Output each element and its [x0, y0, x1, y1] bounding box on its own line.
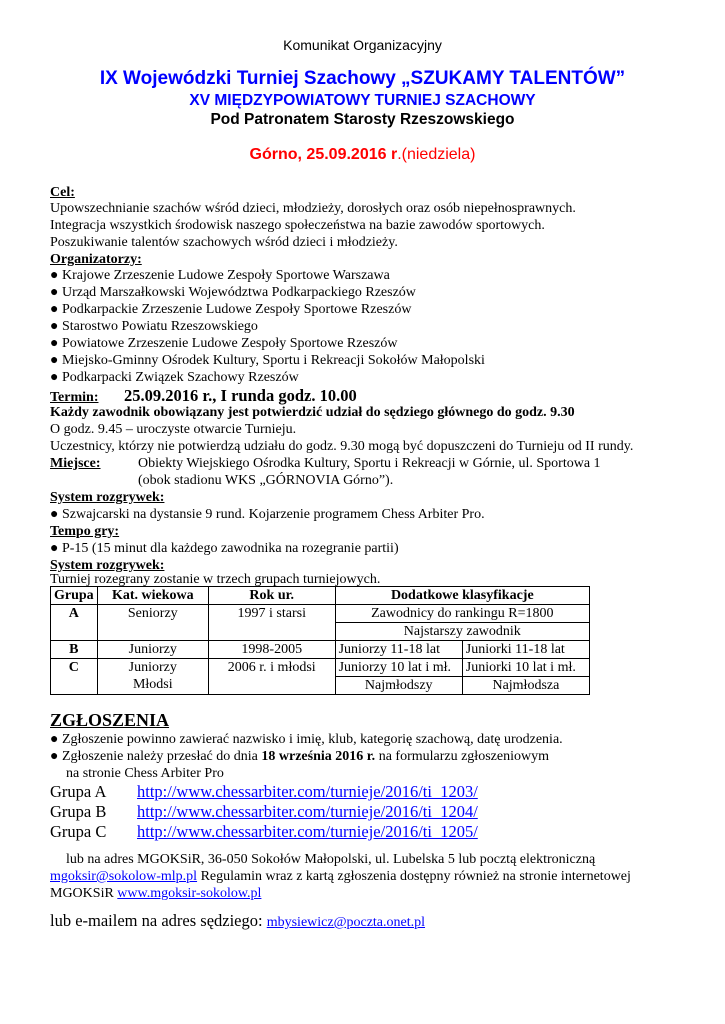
classification-cell: Juniorki 10 lat i mł.: [462, 659, 589, 677]
patronage-line: Pod Patronatem Starosty Rzeszowskiego: [210, 111, 515, 128]
birth-year-cell: 1998-2005: [208, 641, 335, 659]
group-link-row: [50, 782, 478, 802]
classification-cell: Juniorki 11-18 lat: [462, 641, 589, 659]
place-date: [0, 146, 725, 164]
table-header: Grupa: [51, 587, 98, 605]
office-email-link[interactable]: mgoksir@sokolow-mlp.pl: [50, 869, 198, 884]
organizer-item: ● Podkarpackie Zrzeszenie Ludowe Zespoły Sportowe Rzeszów: [50, 302, 412, 317]
table-row: [51, 605, 590, 623]
registration-line: na stronie Chess Arbiter Pro: [66, 766, 224, 781]
organizer-item: ● Miejsko-Gminny Ośrodek Kultury, Sportu i Rekreacji Sokołów Małopolski: [50, 353, 485, 368]
group-c-link[interactable]: http://www.chessarbiter.com/turnieje/2016/ti_1205/: [137, 822, 478, 841]
age-category-cell: Juniorzy: [97, 641, 208, 659]
group-cell: B: [51, 641, 98, 659]
classification-cell: Najmłodsza: [462, 677, 589, 695]
email-row: [50, 868, 631, 886]
group-a-link[interactable]: http://www.chessarbiter.com/turnieje/2016/ti_1203/: [137, 782, 478, 801]
rules-note: Regulamin wraz z kartą zgłoszenia dostępny również na stronie internetowej: [197, 869, 631, 884]
deadline-date: 18 września 2016 r.: [261, 749, 376, 764]
classification-cell: Najmłodszy: [335, 677, 462, 695]
organizer-item: ● Powiatowe Zrzeszenie Ludowe Zespoły Sportowe Rzeszów: [50, 336, 398, 351]
group-link-row: [50, 822, 478, 842]
group-link-row: [50, 802, 478, 822]
birth-year-cell: 2006 r. i młodsi: [208, 659, 335, 695]
tournament-title: IX Wojewódzki Turniej Szachowy „SZUKAMY TALENTÓW”: [99, 68, 626, 89]
classification-cell: Zawodnicy do rankingu R=1800: [335, 605, 589, 623]
schedule-value: 25.09.2016 r., I runda godz. 10.00: [123, 386, 357, 405]
system-heading: System rozgrywek:: [50, 558, 165, 573]
schedule-label: Termin:: [50, 390, 99, 405]
venue-line: Obiekty Wiejskiego Ośrodka Kultury, Sportu i Rekreacji w Górnie, ul. Sportowa 1: [138, 456, 601, 471]
system-heading: System rozgrywek:: [50, 490, 165, 505]
age-category-line: Juniorzy: [128, 660, 177, 675]
tempo-text: ● P-15 (15 minut dla każdego zawodnika na rozegranie partii): [50, 541, 399, 556]
website-label: MGOKSiR: [50, 886, 118, 901]
group-link-label: Grupa C: [50, 822, 107, 841]
classification-cell: Juniorzy 11-18 lat: [335, 641, 462, 659]
groups-table: [50, 586, 590, 695]
postal-address: lub na adres MGOKSiR, 36-050 Sokołów Małopolski, ul. Lubelska 5 lub pocztą elektroniczną: [66, 852, 596, 867]
goals-heading: Cel:: [50, 185, 75, 200]
late-arrival-note: Uczestnicy, którzy nie potwierdzą udziału do godz. 9.30 mogą być dopuszczeni do Turnieju od II rundy.: [50, 439, 634, 454]
age-category-cell: [97, 659, 208, 695]
deadline-suffix: na formularzu zgłoszeniowym: [375, 749, 549, 764]
groups-intro: Turniej rozegrany zostanie w trzech grupach turniejowych.: [50, 572, 381, 587]
registration-heading: ZGŁOSZENIA: [50, 710, 170, 730]
table-row: [51, 641, 590, 659]
goal-line: Upowszechnianie szachów wśród dzieci, młodzieży, dorosłych oraz osób niepełnosprawnych.: [50, 201, 576, 216]
judge-contact: [50, 911, 425, 931]
table-header: Dodatkowe klasyfikacje: [335, 587, 589, 605]
age-category-cell: Seniorzy: [97, 605, 208, 641]
age-category-line: Młodsi: [132, 677, 173, 692]
tempo-heading: Tempo gry:: [50, 524, 120, 539]
goal-line: Integracja wszystkich środowisk naszego społeczeństwa na bazie zawodów sportowych.: [50, 218, 545, 233]
table-header-row: [51, 587, 590, 605]
table-row: [51, 659, 590, 677]
table-header: Rok ur.: [208, 587, 335, 605]
group-link-label: Grupa A: [50, 782, 107, 801]
judge-label: lub e-mailem na adres sędziego:: [50, 911, 267, 930]
opening-note: O godz. 9.45 – uroczyste otwarcie Turnieju.: [50, 422, 297, 437]
registration-deadline: [50, 748, 549, 766]
organizer-item: ● Krajowe Zrzeszenie Ludowe Zespoły Sportowe Warszawa: [50, 268, 390, 283]
birth-year-cell: 1997 i starsi: [208, 605, 335, 641]
system-text: ● Szwajcarski na dystansie 9 rund. Kojarzenie programem Chess Arbiter Pro.: [50, 507, 485, 522]
classification-cell: Juniorzy 10 lat i mł.: [335, 659, 462, 677]
organizer-item: ● Urząd Marszałkowski Województwa Podkarpackiego Rzeszów: [50, 285, 416, 300]
table-header: Kat. wiekowa: [97, 587, 208, 605]
communique-label: Komunikat Organizacyjny: [283, 37, 442, 53]
organizer-item: ● Starostwo Powiatu Rzeszowskiego: [50, 319, 258, 334]
organizers-heading: Organizatorzy:: [50, 252, 142, 267]
website-row: [50, 885, 261, 903]
deadline-prefix: ● Zgłoszenie należy przesłać do dnia: [50, 749, 262, 764]
group-cell: C: [51, 659, 98, 695]
venue-label: Miejsce:: [50, 456, 101, 471]
goal-line: Poszukiwanie talentów szachowych wśród dzieci i młodzieży.: [50, 235, 398, 250]
confirmation-note: Każdy zawodnik obowiązany jest potwierdzić udział do sędziego głównego do godz. 9.30: [50, 405, 575, 420]
venue-line: (obok stadionu WKS „GÓRNOVIA Górno”).: [138, 473, 394, 488]
organizer-item: ● Podkarpacki Związek Szachowy Rzeszów: [50, 370, 299, 385]
judge-email-link[interactable]: mbysiewicz@poczta.onet.pl: [266, 915, 426, 930]
registration-line: ● Zgłoszenie powinno zawierać nazwisko i imię, klub, kategorię szachową, datę urodzenia.: [50, 732, 563, 747]
place-date-main: Górno, 25.09.2016 r: [249, 146, 398, 163]
group-cell: A: [51, 605, 98, 641]
group-link-label: Grupa B: [50, 802, 107, 821]
website-link[interactable]: www.mgoksir-sokolow.pl: [117, 886, 262, 901]
tournament-subtitle: XV MIĘDZYPOWIATOWY TURNIEJ SZACHOWY: [189, 92, 536, 109]
group-b-link[interactable]: http://www.chessarbiter.com/turnieje/2016/ti_1204/: [137, 802, 478, 821]
place-date-weekday: .(niedziela): [397, 146, 476, 163]
classification-cell: Najstarszy zawodnik: [335, 623, 589, 641]
